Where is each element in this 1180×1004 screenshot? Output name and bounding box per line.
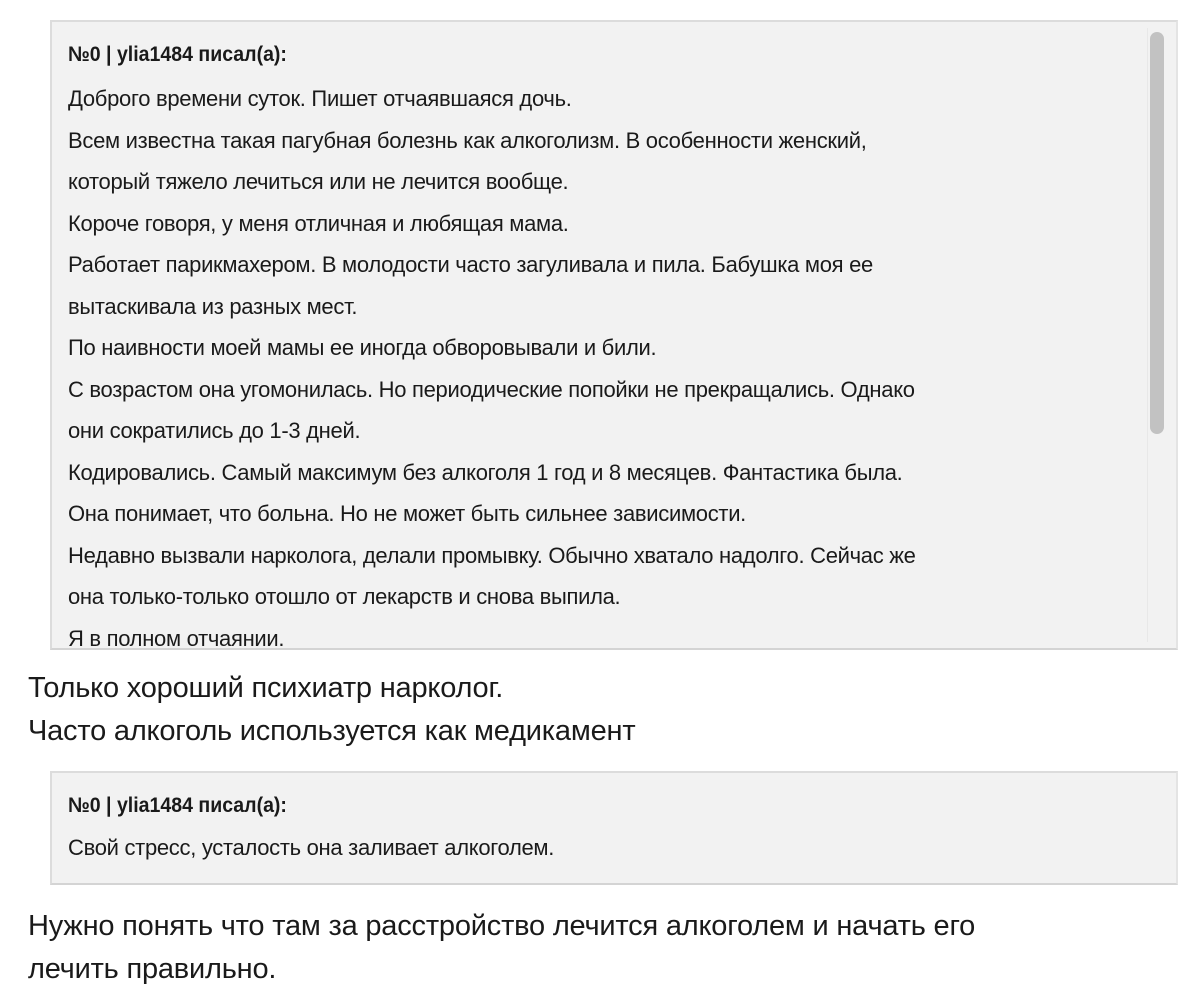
quote-line: Короче говоря, у меня отличная и любящая мама.	[68, 210, 569, 236]
reply-line: лечить правильно.	[28, 953, 277, 985]
quote-line: Я в полном отчаянии.	[68, 625, 285, 648]
quote-content	[52, 773, 1176, 867]
quote-content	[52, 22, 1146, 648]
reply-line: Только хороший психиатр нарколог.	[28, 672, 504, 704]
reply-line: Нужно понять что там за расстройство лечится алкоголем и начать его	[28, 910, 976, 942]
quote-line: По наивности моей мамы ее иногда обворовывали и били.	[68, 335, 657, 360]
quote-line: они сократились до 1-3 дней.	[68, 418, 361, 443]
reply-line: Часто алкоголь используется как медикамент	[28, 715, 636, 747]
scrollbar-thumb[interactable]	[1150, 32, 1164, 434]
quote-block-short	[50, 771, 1178, 885]
quote-line: Доброго времени суток. Пишет отчаявшаяся дочь.	[68, 86, 572, 111]
quote-line: Всем известна такая пагубная болезнь как алкоголизм. В особенности женский,	[68, 127, 867, 153]
quote-author: №0 | ylia1484 писал(а):	[68, 794, 287, 817]
quote-scrollbar[interactable]	[1147, 28, 1166, 642]
quote-line: С возрастом она угомонилась. Но периодические попойки не прекращались. Однако	[68, 376, 915, 402]
quote-block-long	[50, 20, 1178, 650]
quote-line: Свой стресс, усталость она заливает алкоголем.	[68, 835, 555, 860]
reply-text	[28, 905, 975, 991]
quote-line: Она понимает, что больна. Но не может быть сильнее зависимости.	[68, 501, 746, 526]
quote-line: она только-только отошло от лекарств и снова выпила.	[68, 584, 621, 609]
reply-text	[28, 667, 635, 753]
quote-line: который тяжело лечиться или не лечится вообще.	[68, 169, 569, 194]
quote-line: Работает парикмахером. В молодости часто загуливала и пила. Бабушка моя ее	[68, 252, 873, 277]
quote-line: вытаскивала из разных мест.	[68, 293, 358, 319]
quote-line: Кодировались. Самый максимум без алкоголя 1 год и 8 месяцев. Фантастика была.	[68, 459, 903, 485]
quote-line: Недавно вызвали нарколога, делали промывку. Обычно хватало надолго. Сейчас же	[68, 542, 916, 568]
quote-author: №0 | ylia1484 писал(а):	[68, 43, 287, 66]
